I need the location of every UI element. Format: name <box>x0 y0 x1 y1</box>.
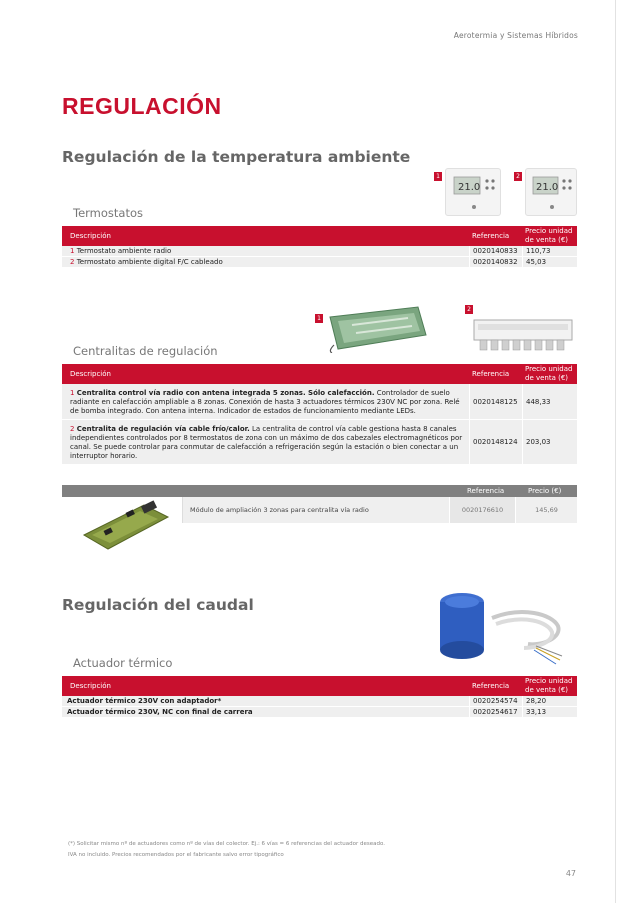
table-header <box>62 676 577 696</box>
col-referencia: Referencia <box>467 487 505 495</box>
thermostat-radio-graphic <box>446 169 502 217</box>
row-price: 110,73 <box>522 246 577 256</box>
col-referencia: Referencia <box>472 370 510 378</box>
row-description-bold: Centralita control vía radio con antena integrada 5 zonas. Sólo calefacción. <box>76 389 375 397</box>
footnote-actuadores: (*) Solicitar mismo nº de actuadores como nº de vías del colector. Ej.: 6 vías = 6 referencias del actuador deseado. <box>68 841 385 847</box>
page-edge-line <box>615 0 616 903</box>
col-descripcion: Descripción <box>70 682 111 690</box>
modulo-description: Módulo de ampliación 3 zonas para centralita vía radio <box>182 497 449 523</box>
table-row <box>62 420 577 465</box>
modulo-row <box>62 497 577 523</box>
centralita-cable-graphic <box>472 312 576 356</box>
image-badge-1: 1 <box>434 172 442 181</box>
subtitle-actuador: Actuador térmico <box>73 656 173 670</box>
table-row <box>62 257 577 268</box>
row-description: La centralita de control vía cable gestiona hasta 8 canales independientes controlados por 8 termostatos de zona con un máximo de dos cabezales electromagnéticos por canal. Se puede controlar para conmutar de calefacción a refrigeración según la estación o bien conectar a un interruptor horario. <box>70 425 463 460</box>
thermostat-radio-image <box>445 168 501 216</box>
row-description: Controlador de suelo radiante en calefacción ampliable a 8 zonas. Conexión de hasta 3 actuadores térmicos 230V NC por zona. Relé de bomba integrado. Con antena interna. Indicador de estados de funcionamiento mediante LEDs. <box>70 389 460 415</box>
header-category: Aerotermia y Sistemas Híbridos <box>453 31 578 40</box>
col-descripcion: Descripción <box>70 370 111 378</box>
modulo-image <box>74 495 174 555</box>
image-badge-1: 1 <box>315 314 323 323</box>
col-precio: Precio (€) <box>528 487 562 495</box>
row-price: 33,13 <box>522 707 577 717</box>
col-referencia: Referencia <box>472 682 510 690</box>
thermostat-display-text-1: 21.0 <box>458 182 481 193</box>
col-descripcion: Descripción <box>70 232 111 240</box>
row-number: 2 <box>70 258 75 266</box>
table-header <box>62 226 577 246</box>
section-title-temperatura: Regulación de la temperatura ambiente <box>62 148 411 166</box>
row-reference: 0020148125 <box>469 384 522 419</box>
page-number: 47 <box>565 869 576 878</box>
centralita-radio-graphic <box>322 305 432 353</box>
actuador-image <box>432 586 572 666</box>
row-reference: 0020140833 <box>469 246 522 256</box>
row-number: 1 <box>70 389 75 397</box>
row-reference: 0020254617 <box>469 707 522 717</box>
modulo-graphic <box>74 495 174 555</box>
row-description: Termostato ambiente digital F/C cableado <box>76 258 223 266</box>
thermostat-display-text-2: 21.0 <box>536 182 559 193</box>
col-referencia: Referencia <box>472 232 510 240</box>
col-precio: Precio unidad de venta (€) <box>525 227 573 244</box>
row-description: Actuador térmico 230V, NC con final de carrera <box>67 708 253 716</box>
table-header <box>62 364 577 384</box>
row-price: 45,03 <box>522 257 577 267</box>
thermostat-digital-graphic <box>526 169 578 217</box>
row-price: 448,33 <box>522 384 577 419</box>
centralitas-table <box>62 364 577 465</box>
page-title: REGULACIÓN <box>62 93 222 119</box>
table-row <box>62 696 577 707</box>
thermostat-digital-image <box>525 168 577 216</box>
image-badge-2: 2 <box>465 305 473 314</box>
row-description: Termostato ambiente radio <box>76 247 172 255</box>
row-number: 2 <box>70 425 75 433</box>
table-row <box>62 246 577 257</box>
termostatos-table <box>62 226 577 268</box>
actuador-graphic <box>432 586 572 666</box>
row-number: 1 <box>70 247 75 255</box>
row-reference: 0020140832 <box>469 257 522 267</box>
actuador-table <box>62 676 577 718</box>
centralita-cable-image <box>472 312 576 356</box>
image-badge-2: 2 <box>514 172 522 181</box>
row-description: Actuador térmico 230V con adaptador* <box>67 697 222 705</box>
col-precio: Precio unidad de venta (€) <box>525 677 573 694</box>
row-reference: 0020148124 <box>469 420 522 464</box>
modulo-reference: 0020176610 <box>449 497 515 523</box>
modulo-price: 145,69 <box>515 497 577 523</box>
subtitle-centralitas: Centralitas de regulación <box>73 344 218 358</box>
col-precio: Precio unidad de venta (€) <box>525 365 573 382</box>
table-row <box>62 384 577 420</box>
section-title-caudal: Regulación del caudal <box>62 596 254 614</box>
subtitle-termostatos: Termostatos <box>73 206 143 220</box>
centralita-radio-image <box>322 305 432 353</box>
row-price: 203,03 <box>522 420 577 464</box>
row-description-bold: Centralita de regulación vía cable frío/calor. <box>76 425 250 433</box>
row-reference: 0020254574 <box>469 696 522 706</box>
table-row <box>62 707 577 718</box>
footnote-iva: IVA no incluido. Precios recomendados por el fabricante salvo error tipográfico <box>68 852 284 858</box>
row-price: 28,20 <box>522 696 577 706</box>
